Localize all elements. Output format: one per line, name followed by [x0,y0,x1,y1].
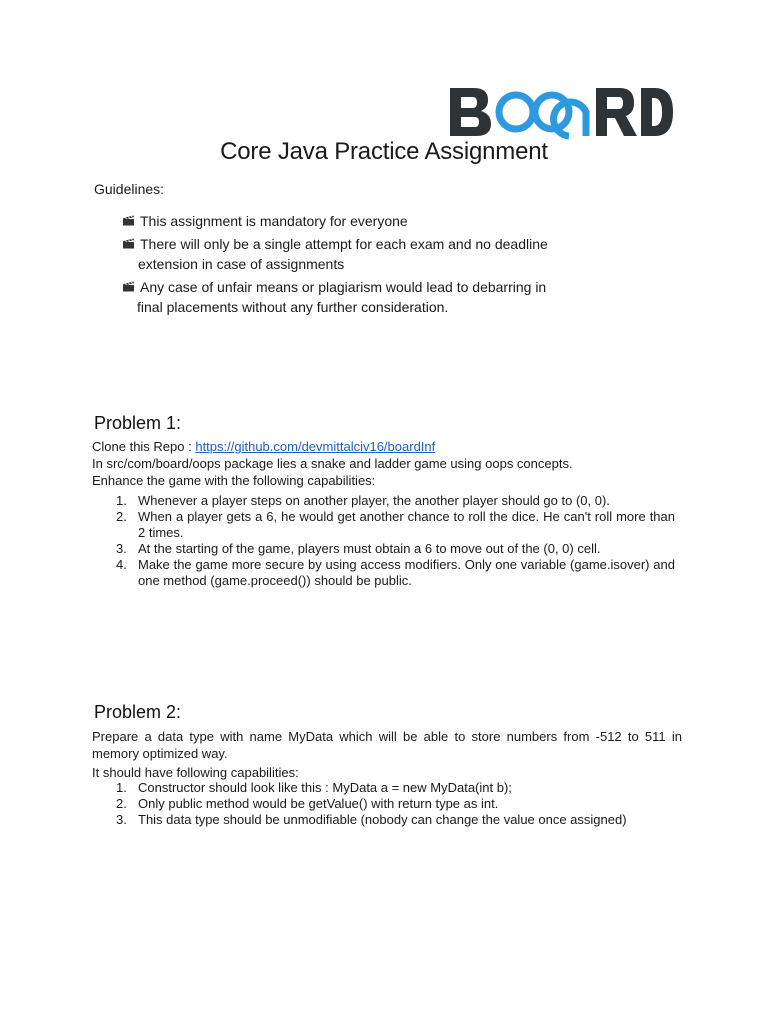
repo-link[interactable]: https://github.com/devmittalciv16/boardInf [195,439,436,454]
problem-1-heading: Problem 1: [94,413,182,433]
list-item-text: Make the game more secure by using access modifiers. Only one variable (game.isover) and one method (game.proceed()) should be public. [138,557,675,588]
problem-2-intro [92,728,682,781]
clapperboard-icon [122,215,135,226]
guideline-text-continued: extension in case of assignments [138,256,345,272]
list-item-number: 2. [116,796,127,811]
list-item [92,509,675,541]
logo-letter-b [450,88,491,136]
list-item-text: When a player gets a 6, he would get another chance to roll the dice. He can't roll more than 2 times. [138,509,675,540]
guidelines-list [122,211,622,320]
logo-letter-d [641,88,673,136]
board-logo [448,84,676,140]
guideline-text: This assignment is mandatory for everyone [140,213,408,229]
list-item-text: Only public method would be getValue() with return type as int. [138,796,499,811]
guideline-item [122,211,622,231]
list-item [92,541,675,557]
list-item-number: 2. [116,509,127,524]
list-item-number: 1. [116,780,127,795]
list-item-number: 3. [116,541,127,556]
list-item-text: This data type should be unmodifiable (nobody can change the value once assigned) [138,812,627,827]
list-item-text: Constructor should look like this : MyData a = new MyData(int b); [138,780,512,795]
guideline-item [122,277,622,317]
list-item-text: At the starting of the game, players must obtain a 6 to move out of the (0, 0) cell. [138,541,601,556]
guidelines-label: Guidelines: [94,181,165,197]
list-item-number: 1. [116,493,127,508]
list-item [92,493,675,509]
guideline-item [122,234,622,274]
list-item [92,780,692,796]
clapperboard-icon [122,281,135,292]
problem-1-intro [92,438,678,489]
list-item [92,557,675,589]
problem-2-requirements-intro: It should have following capabilities: [92,765,299,780]
page-title: Core Java Practice Assignment [220,138,548,165]
clapperboard-icon [122,238,135,249]
problem-2-heading: Problem 2: [94,702,182,722]
problem-1-requirements-intro: Enhance the game with the following capabilities: [92,473,376,488]
guideline-text: Any case of unfair means or plagiarism would lead to debarring in [140,279,547,295]
list-item-number: 3. [116,812,127,827]
logo-letter-r [596,88,637,136]
list-item-text: Whenever a player steps on another player, the another player should go to (0, 0). [138,493,610,508]
list-item [92,812,692,828]
problem-1-description: In src/com/board/oops package lies a snake and ladder game using oops concepts. [92,456,573,471]
problem-1-list [92,493,675,589]
problem-2-description: Prepare a data type with name MyData which will be able to store numbers from -512 to 511 in memory optimized way. [92,729,682,761]
list-item [92,796,692,812]
problem-2-list [92,780,692,828]
guideline-text: There will only be a single attempt for each exam and no deadline [140,236,548,252]
list-item-number: 4. [116,557,127,572]
guideline-text-continued: final placements without any further consideration. [137,299,449,315]
clone-repo-label: Clone this Repo : [92,439,196,454]
clone-repo-line [92,438,678,455]
